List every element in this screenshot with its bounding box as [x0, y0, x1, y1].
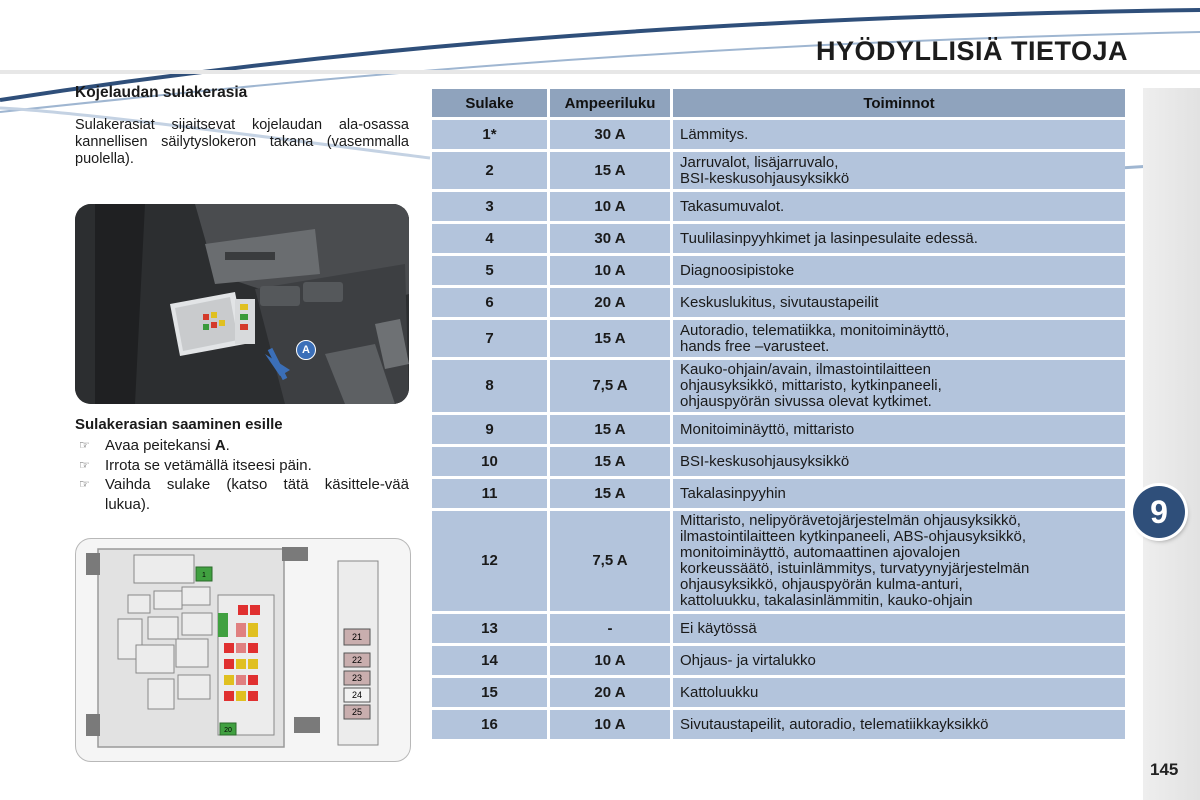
access-subtitle: Sulakerasian saaminen esille	[75, 416, 283, 433]
fuse-number-cell: 14	[432, 646, 550, 675]
chapter-side-bar	[1143, 88, 1200, 800]
amperage-cell: 7,5 A	[550, 511, 673, 611]
table-row	[432, 447, 1125, 476]
amperage-cell: 30 A	[550, 120, 673, 149]
amperage-cell: 7,5 A	[550, 360, 673, 412]
access-step-text: Avaa peitekansi A.	[105, 437, 230, 454]
fuse-22-label: 22	[351, 655, 363, 665]
fuse-24-label: 24	[351, 690, 363, 700]
functions-cell	[673, 360, 1125, 412]
marker-a-badge	[296, 340, 316, 360]
table-row	[432, 224, 1125, 253]
fuse-number-cell: 13	[432, 614, 550, 643]
function-line: Jarruvalot, lisäjarruvalo,	[680, 153, 839, 171]
functions-cell	[673, 288, 1125, 317]
function-line: ilmastointilaitteen kytkinpaneeli, ABS-ohjausyksikkö,	[680, 528, 1027, 545]
access-steps-list	[75, 436, 409, 514]
access-step	[75, 456, 409, 476]
function-line: Ohjaus- ja virtalukko	[680, 651, 816, 669]
fuse-25	[344, 705, 370, 719]
fuse-number-cell: 7	[432, 320, 550, 357]
amperage-cell: -	[550, 614, 673, 643]
fuse-23	[344, 671, 370, 685]
fuse-number-cell: 2	[432, 152, 550, 189]
table-row	[432, 415, 1125, 444]
fuse-21-label: 21	[351, 632, 363, 642]
functions-cell	[673, 152, 1125, 189]
page-number: 145	[1150, 760, 1179, 779]
function-line: kattoluukku, takalasinlämmitin, kauko-ohjain	[680, 592, 973, 609]
fuse-number-cell: 3	[432, 192, 550, 221]
function-line: Keskuslukitus, sivutaustapeilit	[680, 293, 879, 311]
function-line: Tuulilasinpyyhkimet ja lasinpesulaite edessä.	[680, 229, 978, 247]
function-line: Lämmitys.	[680, 125, 749, 143]
column-header-functions: Toiminnot	[673, 89, 1125, 117]
column-header-fuse: Sulake	[432, 89, 550, 117]
function-line: Takasumuvalot.	[680, 197, 785, 215]
table-row	[432, 360, 1125, 412]
fuse-number-cell: 5	[432, 256, 550, 285]
fuse-number-cell: 9	[432, 415, 550, 444]
table-row	[432, 120, 1125, 149]
table-row	[432, 710, 1125, 739]
fuse-25-label: 25	[351, 707, 363, 717]
functions-cell	[673, 120, 1125, 149]
fuse-number-cell: 15	[432, 678, 550, 707]
fuse-table-body	[432, 120, 1125, 739]
functions-cell	[673, 447, 1125, 476]
fuse-21	[344, 629, 370, 645]
function-line: monitoiminäyttö, automaattinen ajovalojen	[680, 544, 961, 561]
table-row	[432, 192, 1125, 221]
section-title: Kojelaudan sulakerasia	[75, 84, 248, 101]
amperage-cell: 30 A	[550, 224, 673, 253]
fuse-20-label: 20	[224, 727, 232, 734]
amperage-cell: 15 A	[550, 447, 673, 476]
table-row	[432, 320, 1125, 357]
dashboard-photo-illustration	[75, 204, 409, 404]
fuse-number-cell: 16	[432, 710, 550, 739]
table-row	[432, 152, 1125, 189]
pointing-hand-icon: ☞	[79, 457, 90, 472]
amperage-cell: 15 A	[550, 152, 673, 189]
function-line: hands free –varusteet.	[680, 337, 830, 355]
fuse-number-cell: 8	[432, 360, 550, 412]
fuse-1-label: 1	[202, 572, 206, 579]
amperage-cell: 20 A	[550, 678, 673, 707]
fuse-number-cell: 1*	[432, 120, 550, 149]
function-line: ohjausyksikkö, ohjauspyörän kulma-anturi,	[680, 576, 963, 593]
amperage-cell: 10 A	[550, 256, 673, 285]
access-step	[75, 475, 409, 514]
functions-cell	[673, 479, 1125, 508]
functions-cell	[673, 646, 1125, 675]
functions-cell	[673, 192, 1125, 221]
access-step-text: Vaihda sulake (katso tätä käsittele-vää lukua).	[105, 476, 409, 513]
fuse-1	[196, 567, 212, 581]
fuse-20	[220, 723, 236, 735]
table-row	[432, 646, 1125, 675]
function-line: Monitoiminäyttö, mittaristo	[680, 420, 855, 438]
intro-paragraph: Sulakerasiat sijaitsevat kojelaudan ala-osassa kannellisen säilytyslokeron takana (vasemmalla puolella).	[75, 117, 409, 167]
table-row	[432, 678, 1125, 707]
functions-cell	[673, 511, 1125, 611]
function-line: Diagnoosipistoke	[680, 261, 795, 279]
fuse-number-cell: 11	[432, 479, 550, 508]
functions-cell	[673, 320, 1125, 357]
marker-a-label: A	[302, 344, 310, 356]
function-line: Kattoluukku	[680, 683, 759, 701]
table-header-row	[432, 89, 1125, 117]
function-line: Sivutaustapeilit, autoradio, telematiikkayksikkö	[680, 715, 989, 733]
fuse-layout-illustration	[76, 539, 410, 761]
function-line: Mittaristo, nelipyörävetojärjestelmän ohjausyksikkö,	[680, 512, 1021, 529]
function-line: korkeussäätö, istuinlämmitys, turvatyynyjärjestelmän	[680, 560, 1030, 577]
amperage-cell: 10 A	[550, 192, 673, 221]
table-row	[432, 256, 1125, 285]
function-line: BSI-keskusohjausyksikkö	[680, 169, 850, 187]
pointing-hand-icon: ☞	[79, 438, 90, 452]
functions-cell	[673, 415, 1125, 444]
functions-cell	[673, 256, 1125, 285]
function-line: Autoradio, telematiikka, monitoiminäyttö,	[680, 321, 950, 339]
functions-cell	[673, 224, 1125, 253]
column-header-amperage: Ampeeriluku	[550, 89, 673, 117]
amperage-cell: 15 A	[550, 479, 673, 508]
fuse-23-label: 23	[351, 673, 363, 683]
fuse-number-cell: 10	[432, 447, 550, 476]
function-line: ohjausyksikkö, mittaristo, kytkinpaneeli,	[680, 377, 942, 394]
function-line: Ei käytössä	[680, 619, 757, 637]
amperage-cell: 10 A	[550, 710, 673, 739]
amperage-cell: 20 A	[550, 288, 673, 317]
amperage-cell: 10 A	[550, 646, 673, 675]
fuse-number-cell: 6	[432, 288, 550, 317]
fuse-22	[344, 653, 370, 667]
function-line: Takalasinpyyhin	[680, 484, 786, 502]
fuse-24	[344, 688, 370, 702]
page-header-title: HYÖDYLLISIÄ TIETOJA	[815, 36, 1128, 66]
chapter-number-badge: 9	[1133, 486, 1185, 538]
functions-cell	[673, 614, 1125, 643]
fuse-table	[432, 86, 1125, 742]
access-step	[75, 436, 409, 456]
amperage-cell: 15 A	[550, 320, 673, 357]
function-line: BSI-keskusohjausyksikkö	[680, 452, 850, 470]
fuse-box-location-photo	[75, 204, 409, 404]
fuse-number-cell: 4	[432, 224, 550, 253]
table-row	[432, 288, 1125, 317]
functions-cell	[673, 678, 1125, 707]
function-line: ohjauspyörän sivussa olevat kytkimet.	[680, 393, 932, 410]
fuse-box-diagram	[75, 538, 411, 762]
function-line: Kauko-ohjain/avain, ilmastointilaitteen	[680, 361, 931, 378]
fuse-number-cell: 12	[432, 511, 550, 611]
functions-cell	[673, 710, 1125, 739]
table-row	[432, 614, 1125, 643]
table-row	[432, 479, 1125, 508]
access-step-text: Irrota se vetämällä itseesi päin.	[105, 456, 312, 474]
amperage-cell: 15 A	[550, 415, 673, 444]
table-row	[432, 511, 1125, 611]
pointing-hand-icon: ☞	[79, 477, 90, 491]
